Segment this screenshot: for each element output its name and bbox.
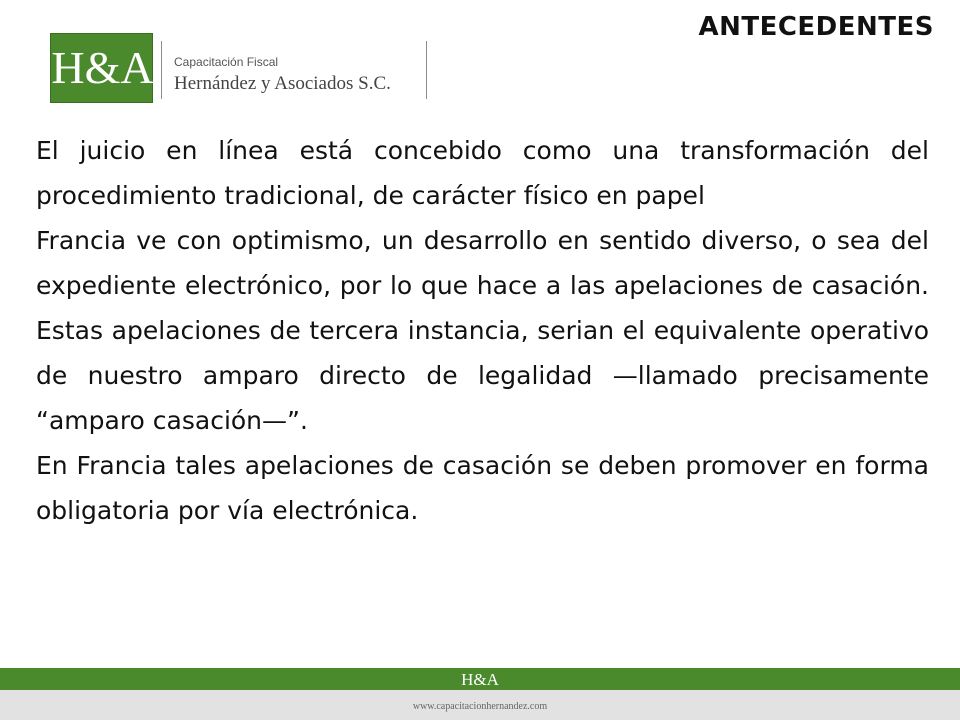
- slide-title: ANTECEDENTES: [698, 12, 934, 42]
- logo-mark: [50, 33, 153, 103]
- logo-mark-text: H&A: [51, 42, 154, 93]
- footer-logo: H&A: [461, 670, 499, 689]
- footer-url: www.capacitacionhernandez.com: [412, 701, 548, 712]
- paragraph-3: En Francia tales apelaciones de casación se deben promover en forma obligatoria por vía electrónica.: [36, 451, 929, 525]
- company-logo: [50, 33, 430, 105]
- slide-body: [36, 128, 929, 533]
- paragraph-1: El juicio en línea está concebido como una transformación del procedimiento tradicional, de carácter físico en papel: [36, 136, 929, 210]
- logo-subtitle: Capacitación Fiscal: [174, 55, 279, 69]
- paragraph-2: Francia ve con optimismo, un desarrollo en sentido diverso, o sea del expediente electrónico, por lo que hace a las apelaciones de casación. Estas apelaciones de tercera instancia, serian el equivalente operativo de nuestro amparo directo de legalidad —llamado precisamente “amparo casación—”.: [36, 226, 929, 435]
- logo-divider-left: [161, 41, 162, 99]
- logo-divider-right: [426, 41, 427, 99]
- logo-company-name: Hernández y Asociados S.C.: [174, 73, 391, 94]
